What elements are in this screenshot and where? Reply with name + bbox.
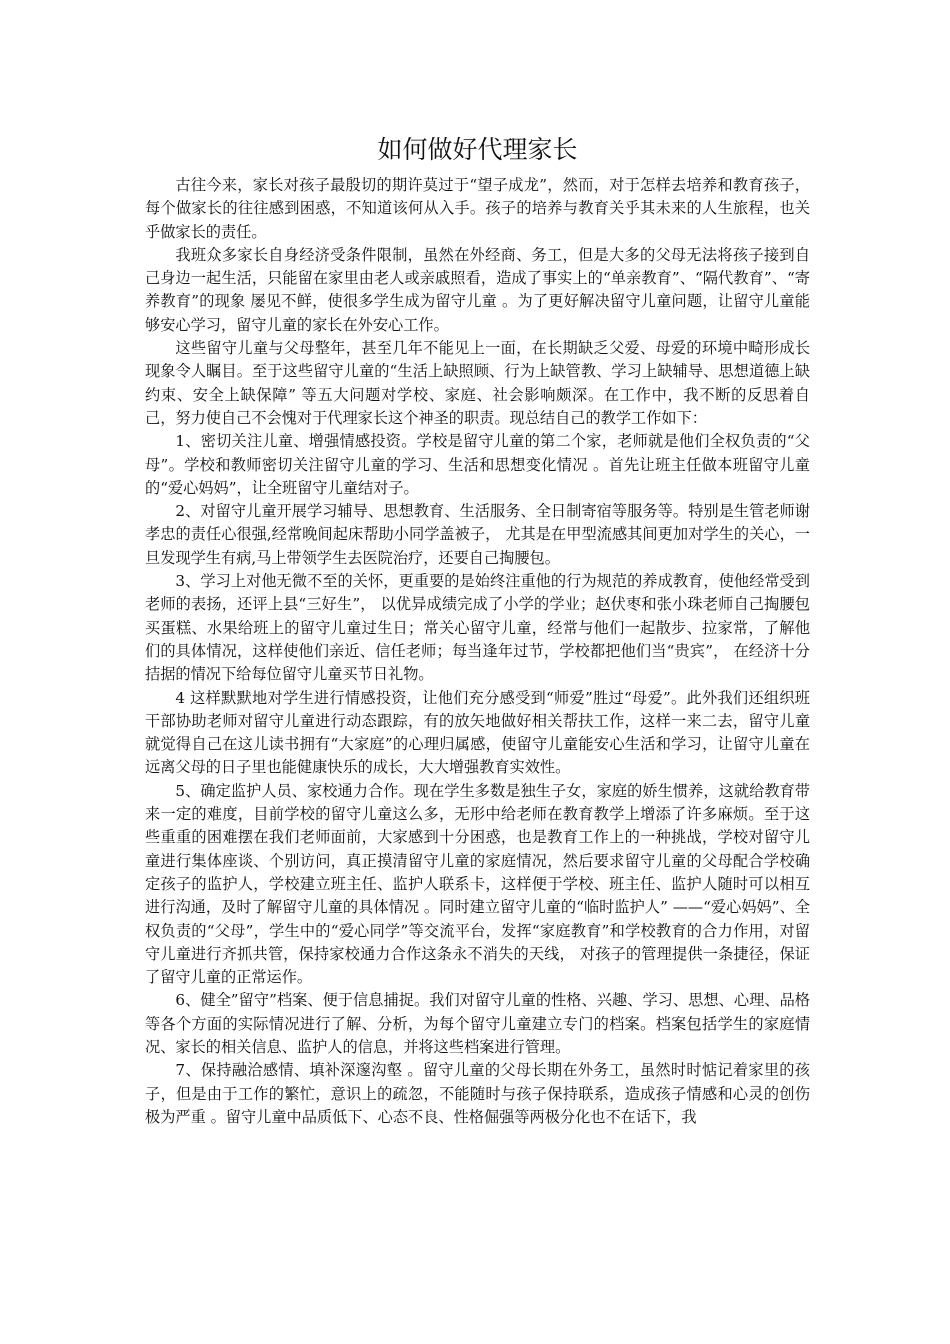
paragraph-background: 我班众多家长自身经济受条件限制，虽然在外经商、务工，但是大多的父母无法将孩子接到自己身边一起生活，只能留在家里由老人或亲戚照看，造成了事实上的“单亲教育”、“隔代教育”、“寄养教育”的现象 屡见不鲜，使很多学生成为留守儿童 。为了更好解决留守儿童问题，让留守儿童能够安心学习，留守儿童的家长在外安心工作。 <box>145 245 810 334</box>
paragraph-problems: 这些留守儿童与父母整年，甚至几年不能见上一面，在长期缺乏父爱、母爱的环境中畸形成长现象令人瞩目。至于这些留守儿童的“生活上缺照顾、行为上缺管教、学习上缺辅导、思想道德上缺约束、安全上缺保障” 等五大问题对学校、家庭、社会影响颇深。在工作中，我不断的反思着自己，努力使自己不会愧对于代理家长这个神圣的职责。现总结自己的教学工作如下： <box>145 339 810 427</box>
document-page <box>145 128 810 1129</box>
paragraph-item-2: 2、对留守儿童开展学习辅导、思想教育、生活服务、全日制寄宿等服务等。特别是生管老师谢孝忠的责任心很强,经常晚间起床帮助小同学盖被子， 尤其是在甲型流感其间更加对学生的关心，一旦发现学生有病,马上带领学生去医院治疗，还要自己掏腰包。 <box>145 502 810 567</box>
paragraph-item-4: 4 这样默默地对学生进行情感投资，让他们充分感受到“师爱”胜过“母爱”。此外我们还组织班干部协助老师对留守儿童进行动态跟踪，有的放矢地做好相关帮扶工作，这样一来二去，留守儿童就觉得自己在这儿读书拥有“大家庭”的心理归属感，使留守儿童能安心生活和学习，让留守儿童在远离父母的日子里也能健康快乐的成长，大大增强教育实效性。 <box>145 688 810 777</box>
paragraph-item-6: 6、健全”留守”档案、便于信息捕捉。我们对留守儿童的性格、兴趣、学习、思想、心理、品格等各个方面的实际情况进行了解、分析，为每个留守儿童建立专门的档案。档案包括学生的家庭情况、家长的相关信息、监护人的信息，并将这些档案进行管理。 <box>145 991 810 1056</box>
paragraph-item-3: 3、学习上对他无微不至的关怀，更重要的是始终注重他的行为规范的养成教育，使他经常受到老师的表扬，还评上县“三好生”， 以优异成绩完成了小学的学业；赵伏枣和张小珠老师自己掏腰包买蛋糕、水果给班上的留守儿童过生日；常关心留守儿童，经常与他们一起散步、拉家常，了解他们的具体情况，这样使他们亲近、信任老师；每当逢年过节，学校都把他们当“贵宾”， 在经济十分拮据的情况下给每位留守儿童买节日礼物。 <box>145 572 810 684</box>
paragraph-item-7: 7、保持融洽感情、填补深邃沟壑 。留守儿童的父母长期在外务工，虽然时时惦记着家里的孩子，但是由于工作的繁忙，意识上的疏忽，不能随时与孩子保持联系，造成孩子情感和心灵的创伤极为严重 。留守儿童中品质低下、心态不良、性格倔强等两极分化也不在话下，我 <box>145 1061 810 1126</box>
paragraph-intro: 古往今来，家长对孩子最殷切的期许莫过于“望子成龙”，然而，对于怎样去培养和教育孩子，每个做家长的往往感到困惑，不知道该何从入手。孩子的培养与教育关乎其未来的人生旅程，也关乎做家长的责任。 <box>145 176 810 241</box>
document-title: 如何做好代理家长 <box>377 135 578 164</box>
paragraph-item-5: 5、确定监护人员、家校通力合作。现在学生多数是独生子女，家庭的娇生惯养，这就给教育带来一定的难度，目前学校的留守儿童这么多，无形中给老师在教育教学上增添了许多麻烦。至于这些重重的困难摆在我们老师面前，大家感到十分困惑，也是教育工作上的一种挑战，学校对留守儿童进行集体座谈、个别访问，真正摸清留守儿童的家庭情况，然后要求留守儿童的父母配合学校确定孩子的监护人，学校建立班主任、监护人联系卡，这样便于学校、班主任、监护人随时可以相互进行沟通，及时了解留守儿童的具体情况 。同时建立留守儿童的“临时监护人” ——“爱心妈妈”、全权负责的“父母”，学生中的“爱心同学”等交流平台，发挥“家庭教育”和学校教育的合力作用，对留守儿童进行齐抓共管，保持家校通力合作这条永不消失的天线， 对孩子的管理提供一条捷径，保证了留守儿童的正常运作。 <box>145 781 810 987</box>
paragraph-item-1: 1、密切关注儿童、增强情感投资。学校是留守儿童的第二个家，老师就是他们全权负责的“父母”。学校和教师密切关注留守儿童的学习、生活和思想变化情况 。首先让班主任做本班留守儿童的“爱心妈妈”，让全班留守儿童结对子。 <box>145 432 810 497</box>
